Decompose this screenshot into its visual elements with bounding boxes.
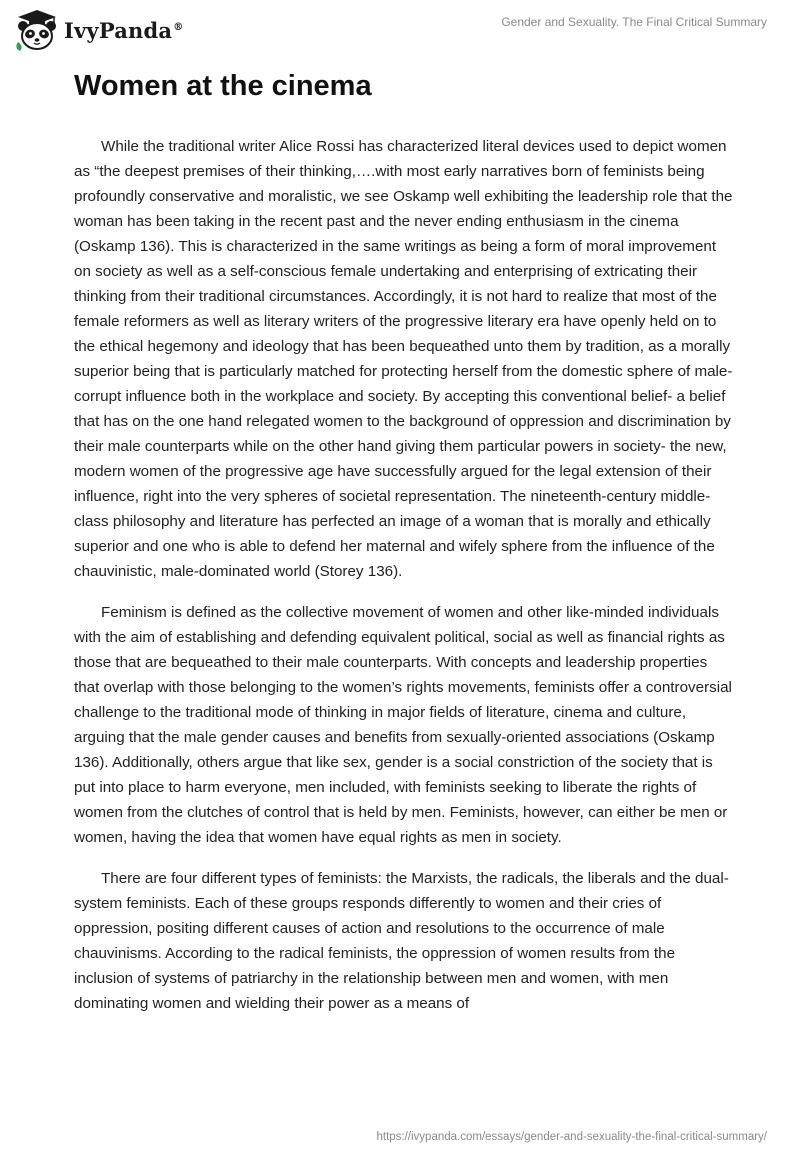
brand-logo[interactable] [14, 8, 183, 52]
page-header [0, 0, 800, 60]
article-heading: Women at the cinema [74, 70, 372, 102]
article-body [74, 134, 734, 1032]
paragraph: While the traditional writer Alice Rossi has characterized literal devices used to depict women as “the deepest premises of their thinking,….with most early narratives born of feminists being profoundly conservative and moralistic, we see Oskamp well exhibiting the leadership role that the woman has been taking in the recent past and the never ending enthusiasm in the cinema (Oskamp 136). This is characterized in the same writings as being a form of moral improvement on society as well as a self-conscious female undertaking and enterprising of extricating their thinking from their traditional circumstances. Accordingly, it is not hard to realize that most of the female reformers as well as literary writers of the progressive literary era have openly held on to the ethical hegemony and ideology that has been bequeathed unto them by tradition, as a morally superior being that is particularly matched for protecting herself from the domestic sphere of male-corrupt influence both in the workplace and society. By accepting this conventional belief- a belief that has on the one hand relegated women to the background of oppression and discrimination by their male counterparts while on the other hand giving them particular powers in society- the new, modern women of the progressive age have successfully argued for the legal extension of their influence, right into the very spheres of societal representation. The nineteenth-century middle-class philosophy and literature has perfected an image of a woman that is morally and ethically superior and one who is able to defend her maternal and wifely sphere from the influence of the chauvinistic, male-dominated world (Storey 136). [74, 138, 733, 580]
brand-name: IvyPanda® [64, 17, 184, 43]
paragraph: Feminism is defined as the collective movement of women and other like-minded individuals with the aim of establishing and defending equivalent political, social as well as financial rights as those that are bequeathed to their male counterparts. With concepts and leadership properties that overlap with those belonging to the women’s rights movements, feminists offer a controversial challenge to the traditional mode of thinking in major fields of literature, cinema and culture, arguing that the male gender causes and benefits from sexually-oriented associations (Oskamp 136). Additionally, others argue that like sex, gender is a social constriction of the society that is put into place to harm everyone, men included, with feminists seeking to liberate the rights of women from the clutches of control that is held by men. Feminists, however, can either be men or women, having the idea that women have equal rights as men in society. [74, 604, 732, 846]
paragraph: There are four different types of feminists: the Marxists, the radicals, the liberals and the dual-system feminists. Each of these groups responds differently to women and their cries of oppression, positing different causes of action and resolutions to the occurrence of male chauvinisms. According to the radical feminists, the oppression of women results from the inclusion of systems of patriarchy in the relationship between men and women, with men dominating women and wielding their power as a means of [74, 870, 729, 1012]
source-url[interactable]: https://ivypanda.com/essays/gender-and-sexuality-the-final-critical-summary/ [376, 1131, 767, 1143]
running-title: Gender and Sexuality. The Final Critical Summary [501, 15, 767, 29]
panda-graduate-icon [14, 8, 60, 52]
